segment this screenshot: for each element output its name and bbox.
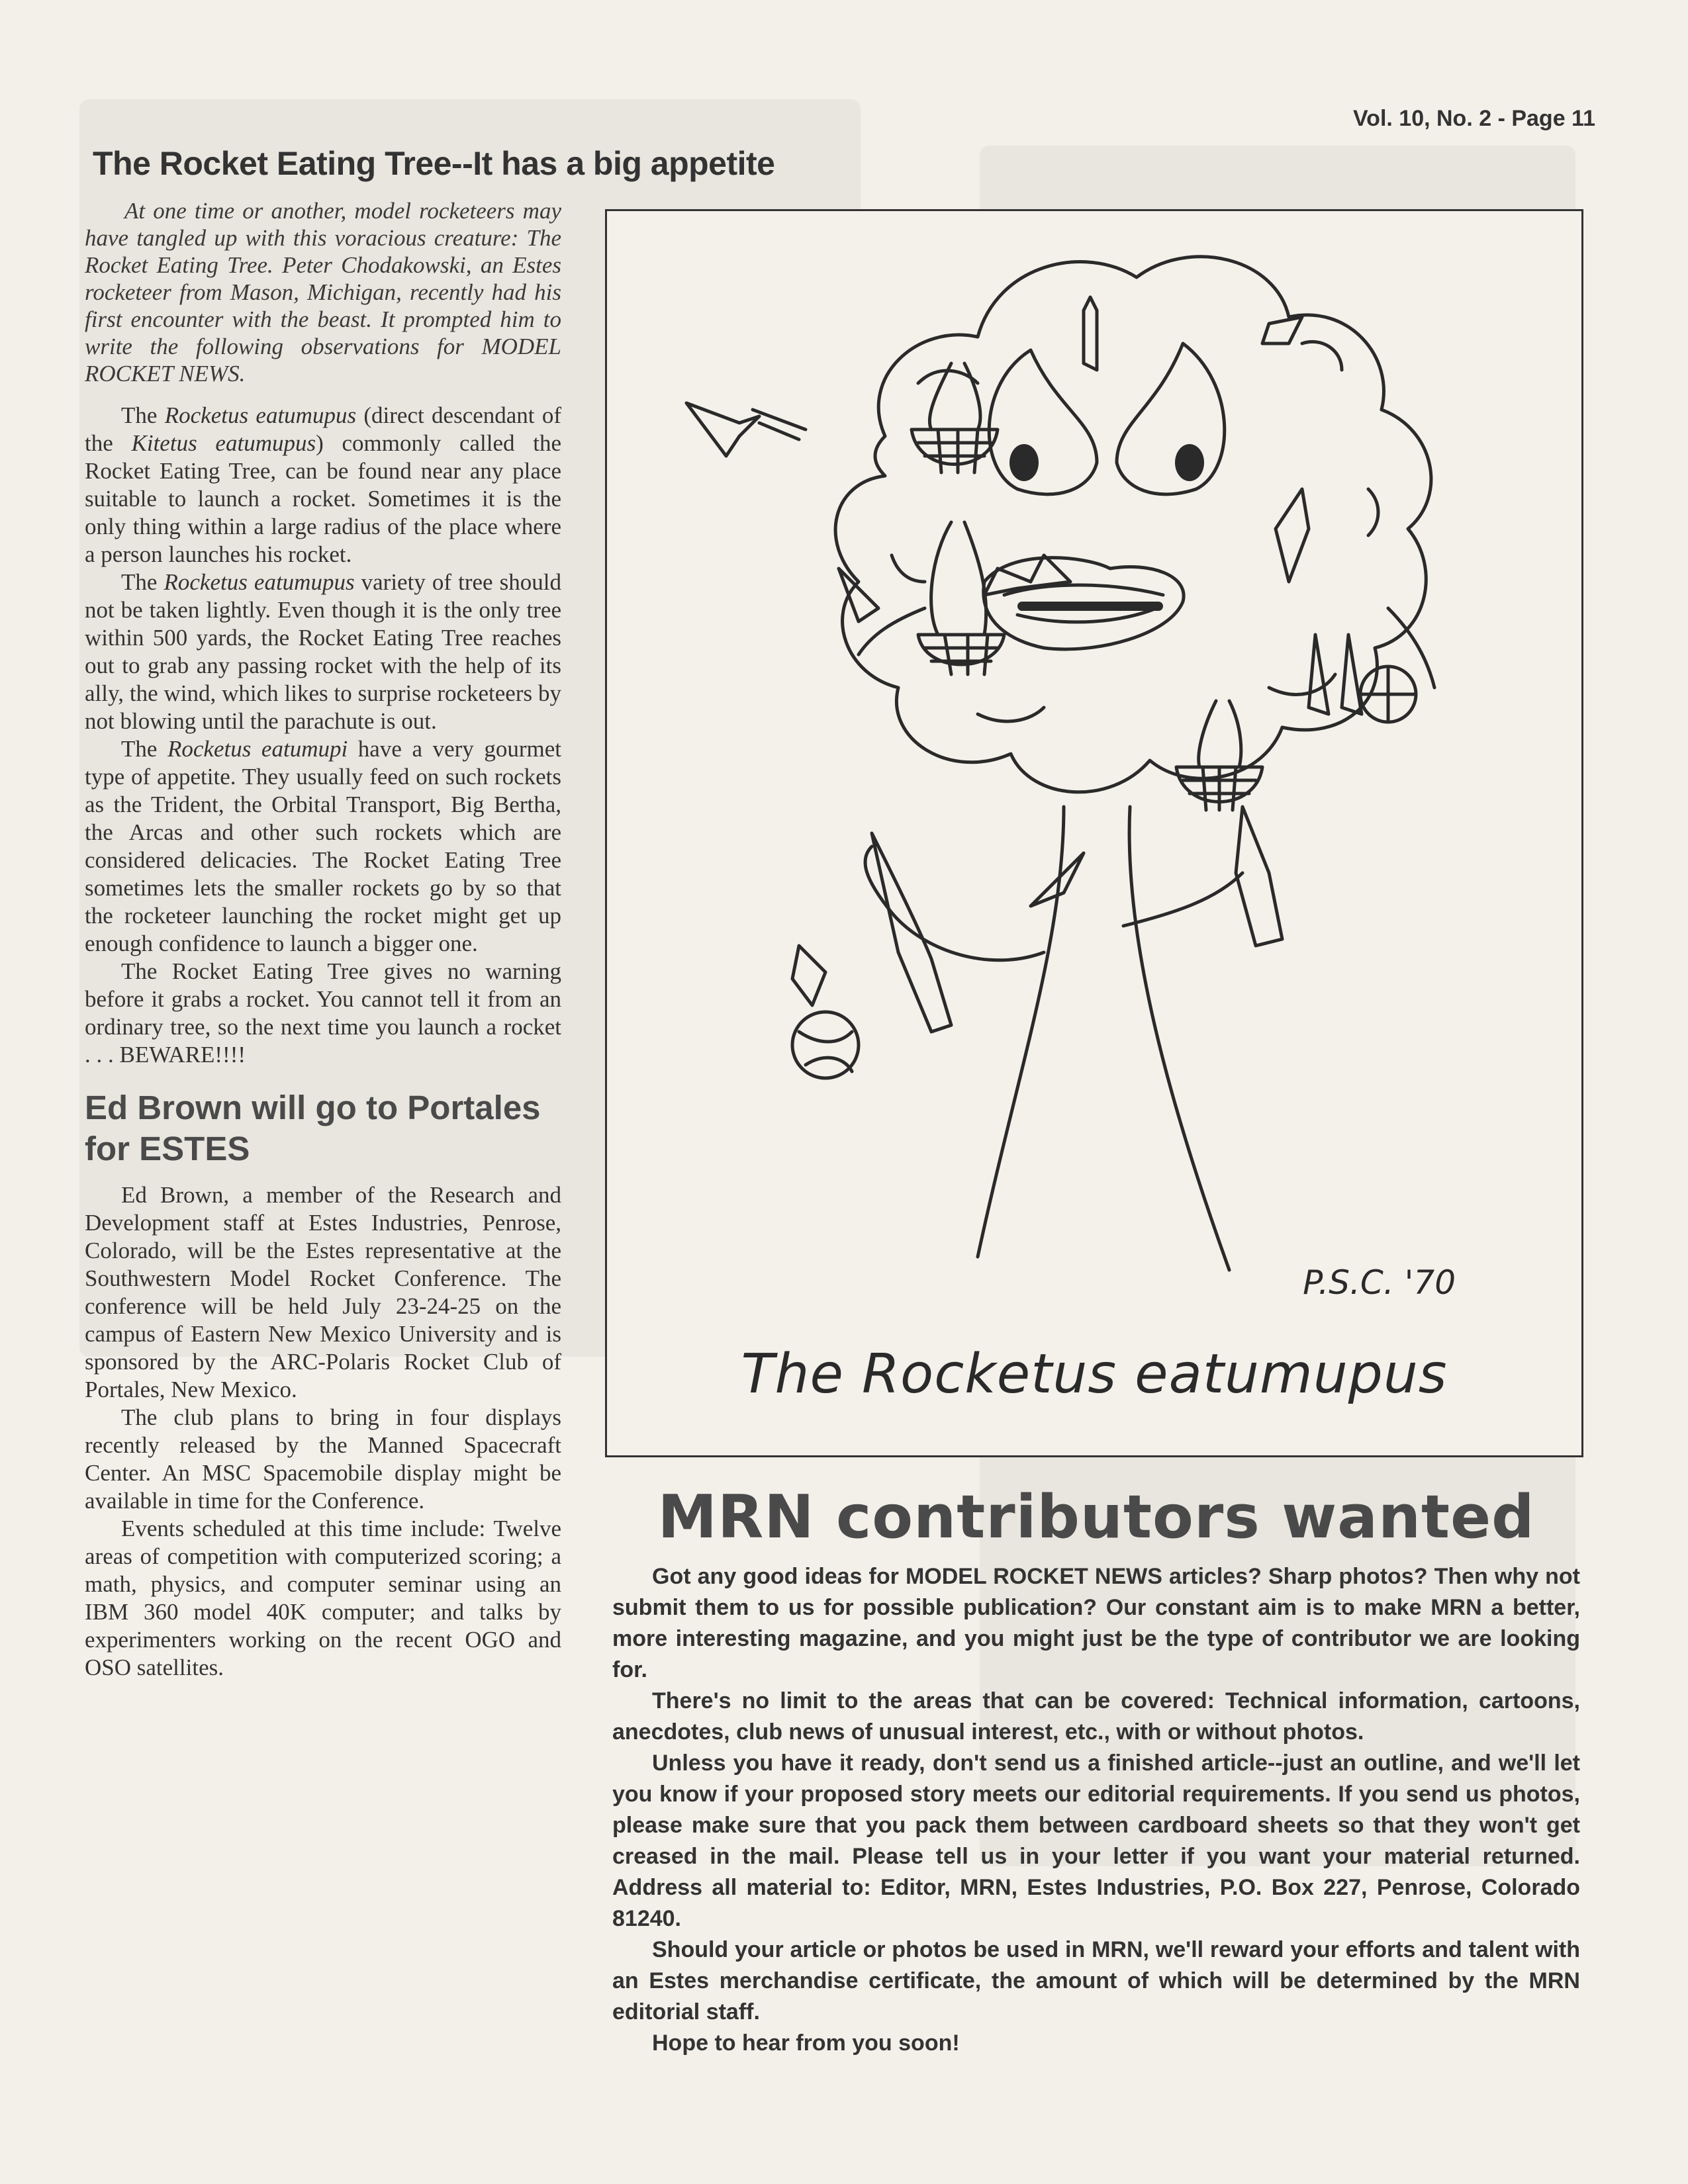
article-paragraph: Events scheduled at this time include: Twelve areas of competition with computerized scoring; a math, physics, and computer seminar using an IBM 360 model 40K computer; and talks by experimenters working on the recent OGO and OSO satellites.: [85, 1516, 561, 1680]
article-paragraph: The Rocketus eatumupus (direct descendant of the Kitetus eatumupus) commonly called the Rocket Eating Tree, can be found near any place suitable to launch a rocket. Sometimes it is the only thing within a large radius of the place where a person launches his rocket.: [85, 402, 562, 567]
contributors-article: [612, 1482, 1580, 2059]
caught-rocket: [1084, 297, 1097, 370]
tree-arm-right: [1123, 873, 1243, 926]
caught-rocket: [792, 946, 825, 1005]
article-intro: At one time or another, model rocketeers may have tangled up with this voracious creature: The Rocket Eating Tree. Peter Chodakowski, an Estes rocketeer from Mason, Michigan, recently had his first encounter with the beast. It prompted him to write the following observations for MODEL ROCKET NEWS.: [85, 198, 561, 387]
cartoon-frame: [605, 209, 1583, 1457]
article-title-rocket-eating-tree: The Rocket Eating Tree--It has a big appetite: [93, 145, 775, 182]
caught-rocket: [1262, 317, 1302, 343]
caught-rocket: [1342, 635, 1362, 714]
caught-rocket: [1276, 489, 1309, 582]
caught-rocket: [753, 410, 806, 439]
tree-trunk: [978, 807, 1229, 1270]
article-paragraph: The club plans to bring in four displays recently released by the Manned Spacecraft Center. An MSC Spacemobile display might be available in time for the Conference.: [85, 1404, 561, 1514]
article-title-ed-brown: Ed Brown will go to Portales for ESTES: [85, 1089, 541, 1167]
article-paragraph: Ed Brown, a member of the Research and Development staff at Estes Industries, Penrose, Colorado, will be the Estes representative at the Southwestern Model Rocket Conference. The conference will be held July 23-24-25 on the campus of Eastern New Mexico University and is sponsored by the ARC-Polaris Rocket Club of Portales, New Mexico.: [85, 1182, 561, 1402]
article-paragraph: Should your article or photos be used in MRN, we'll reward your efforts and talent with an Estes merchandise certificate, the amount of which will be determined by the MRN editorial staff.: [612, 1937, 1580, 2025]
article-paragraph: Got any good ideas for MODEL ROCKET NEWS articles? Sharp photos? Then why not submit them to us for possible publication? Our constant aim is to make MRN a better, more interesting magazine, and you might just be the type of contributor we are looking for.: [612, 1564, 1580, 1682]
article-paragraph: The Rocket Eating Tree gives no warning before it grabs a rocket. You cannot tell it from an ordinary tree, so the next time you launch a rocket . . . BEWARE!!!!: [85, 958, 561, 1068]
article-paragraph: Unless you have it ready, don't send us a finished article--just an outline, and we'll let you know if your proposed story meets our editorial requirements. If you send us photos, please make sure that you pack them between cardboard sheets so that they won't get creased in the mail. Please tell us in your letter if you want your material returned. Address all material to: Editor, MRN, Estes Industries, P.O. Box 227, Penrose, Colorado 81240.: [612, 1751, 1580, 1931]
article-paragraph: The Rocketus eatumupus variety of tree should not be taken lightly. Even though it is the only tree within 500 yards, the Rocket Eating Tree reaches out to grab any passing rocket with the help of its ally, the wind, which likes to surprise rocketeers by not blowing until the parachute is out.: [85, 569, 561, 734]
article-paragraph: Hope to hear from you soon!: [652, 2030, 960, 2056]
artist-signature: P.S.C. '70: [1303, 1263, 1456, 1302]
caught-rocket-basket: [918, 522, 1004, 674]
article-paragraph: There's no limit to the areas that can be covered: Technical information, cartoons, anecdotes, club news of unusual interest, etc., with or without photos.: [612, 1688, 1580, 1745]
caught-rocket: [686, 403, 759, 456]
cartoon-caption: The Rocketus eatumupus: [741, 1343, 1448, 1406]
caught-rocket: [1236, 807, 1282, 946]
caught-rocket: [1309, 635, 1329, 714]
tree-arm-left: [865, 846, 1044, 960]
article-title-contributors-wanted: MRN contributors wanted: [657, 1482, 1535, 1552]
tree-canopy: [835, 257, 1431, 792]
article-paragraph: The Rocketus eatumupi have a very gourmet type of appetite. They usually feed on such rockets as the Trident, the Orbital Transport, Big Bertha, the Arcas and other such rockets which are considered delicacies. The Rocket Eating Tree sometimes lets the smaller rockets go by so that the rocketeer launching the rocket might get up enough confidence to launch a bigger one.: [85, 736, 561, 956]
tree-eye-left: [989, 350, 1097, 494]
page-number-label: Vol. 10, No. 2 - Page 11: [1353, 106, 1595, 131]
left-column: [85, 132, 775, 1682]
caught-rocket-basket: [1176, 701, 1262, 810]
tree-eye-right: [1117, 343, 1225, 494]
